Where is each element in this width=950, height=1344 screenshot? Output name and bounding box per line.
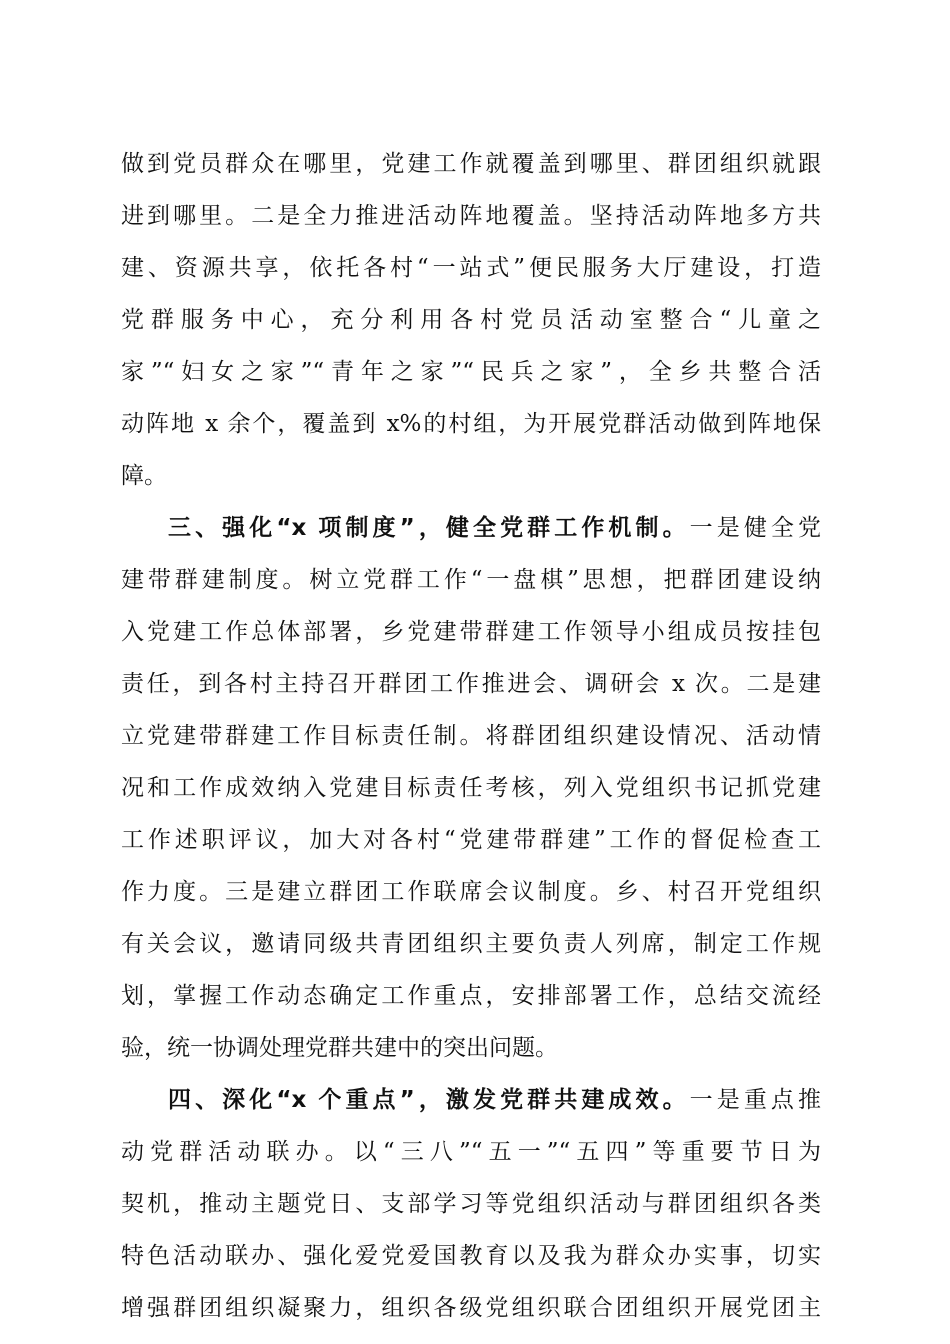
text-line: 家”“妇女之家”“青年之家”“民兵之家”，全乡共整合活	[121, 359, 821, 385]
text-line: 建带群建制度。树立党群工作“一盘棋”思想，把群团建设纳	[121, 567, 821, 593]
text-line: 入党建工作总体部署，乡党建带群建工作领导小组成员按挂包	[121, 619, 821, 645]
text-line: 党群服务中心，充分利用各村党员活动室整合“儿童之	[121, 307, 821, 333]
text-line: 做到党员群众在哪里，党建工作就覆盖到哪里、群团组织就跟	[121, 151, 821, 177]
text-line: 立党建带群建工作目标责任制。将群团组织建设情况、活动情	[121, 723, 821, 749]
section-heading: 三、强化“x 项制度”，健全党群工作机制。	[168, 515, 690, 541]
text-line: 建、资源共享，依托各村“一站式”便民服务大厅建设，打造	[121, 255, 821, 281]
first-line-text: 一是健全党	[689, 515, 822, 541]
text-line: 况和工作成效纳入党建目标责任考核，列入党组织书记抓党建	[121, 775, 821, 801]
text-line: 作力度。三是建立群团工作联席会议制度。乡、村召开党组织	[121, 879, 821, 905]
text-line: 动党群活动联办。以“三八”“五一”“五四”等重要节日为	[121, 1139, 821, 1165]
text-line: 增强群团组织凝聚力，组织各级党组织联合团组织开展党团主	[121, 1295, 821, 1321]
text-line: 有关会议，邀请同级共青团组织主要负责人列席，制定工作规	[121, 931, 821, 957]
text-line: 特色活动联办、强化爱党爱国教育以及我为群众办实事，切实	[121, 1243, 821, 1269]
text-line: 验，统一协调处理党群共建中的突出问题。	[121, 1035, 558, 1061]
text-line: 动阵地 x 余个，覆盖到 x%的村组，为开展党群活动做到阵地保	[121, 411, 821, 437]
text-line: 障。	[121, 463, 167, 489]
text-line: 划，掌握工作动态确定工作重点，安排部署工作，总结交流经	[121, 983, 821, 1009]
text-line: 责任，到各村主持召开群团工作推进会、调研会 x 次。二是建	[121, 671, 821, 697]
text-line: 契机，推动主题党日、支部学习等党组织活动与群团组织各类	[121, 1191, 821, 1217]
paragraph-first-line	[168, 1074, 821, 1126]
paragraph-first-line	[168, 502, 821, 554]
text-line: 工作述职评议，加大对各村“党建带群建”工作的督促检查工	[121, 827, 821, 853]
section-heading: 四、深化“x 个重点”，激发党群共建成效。	[168, 1087, 690, 1113]
first-line-text: 一是重点推	[689, 1087, 822, 1113]
text-line: 进到哪里。二是全力推进活动阵地覆盖。坚持活动阵地多方共	[121, 203, 821, 229]
